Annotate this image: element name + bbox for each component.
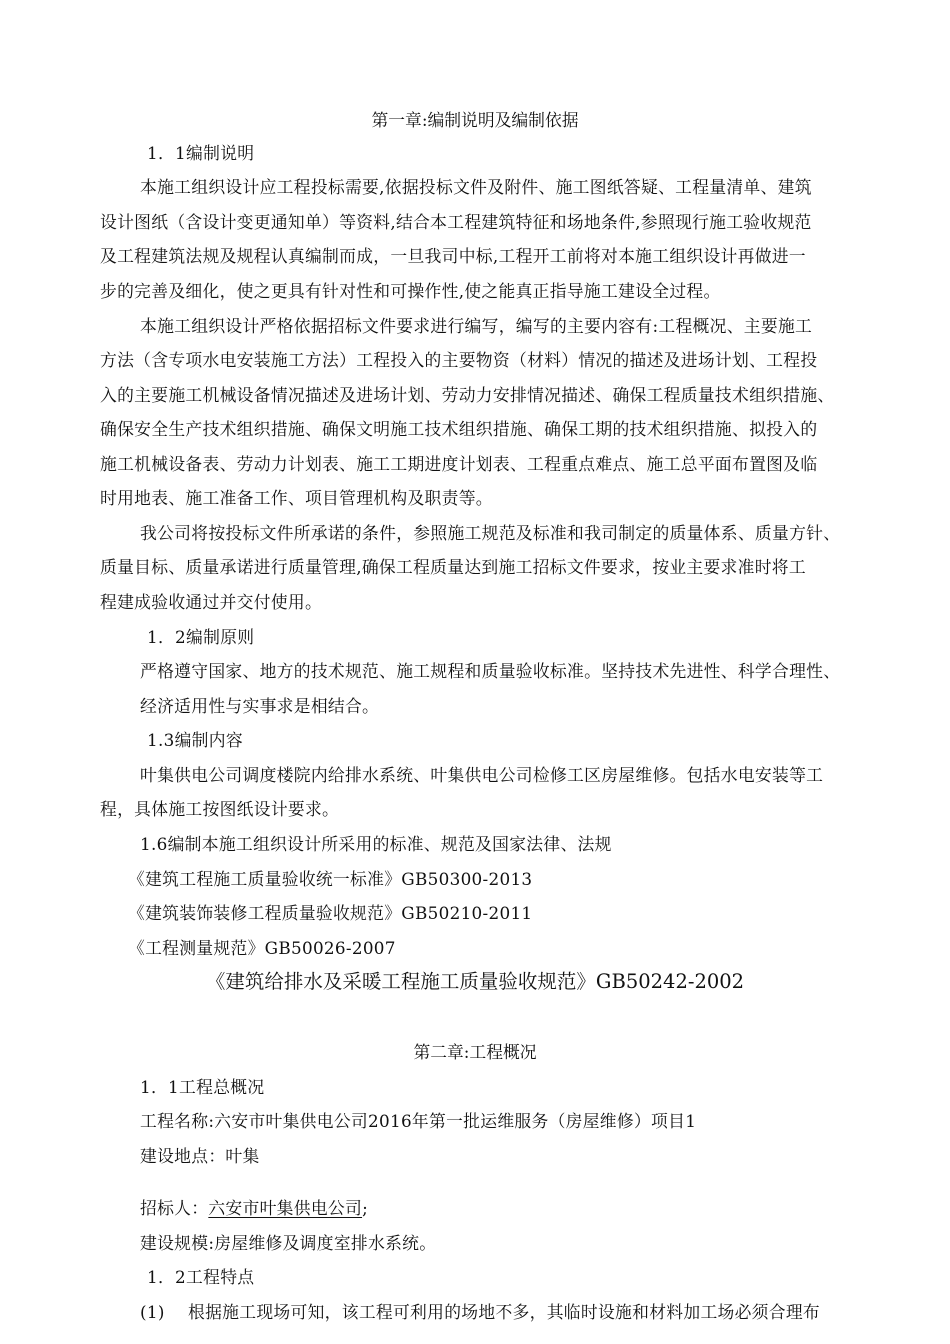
paragraph-line: 程，具体施工按图纸设计要求。 bbox=[100, 799, 340, 819]
section-2-1-heading: 1．1工程总概况 bbox=[140, 1077, 265, 1097]
section-1-6-heading: 1.6编制本施工组织设计所采用的标准、规范及国家法律、法规 bbox=[140, 834, 612, 854]
paragraph-line: 我公司将按投标文件所承诺的条件，参照施工规范及标准和我司制定的质量体系、质量方针、 bbox=[140, 523, 841, 543]
bidder-label: 招标人： bbox=[140, 1198, 209, 1218]
section-1-3-heading: 1.3编制内容 bbox=[147, 730, 243, 750]
standard-item: 《建筑装饰装修工程质量验收规范》GB50210-2011 bbox=[128, 903, 533, 923]
project-location: 建设地点：叶集 bbox=[140, 1146, 260, 1166]
bidder-name: 六安市叶集供电公司 bbox=[208, 1198, 363, 1218]
paragraph-line: 步的完善及细化，使之更具有针对性和可操作性,使之能真正指导施工建设全过程。 bbox=[100, 281, 721, 301]
section-2-2-heading: 1．2工程特点 bbox=[147, 1267, 255, 1287]
paragraph-line: 入的主要施工机械设备情况描述及进场计划、劳动力安排情况描述、确保工程质量技术组织措施、 bbox=[100, 385, 835, 405]
standard-item-large: 《建筑给排水及采暖工程施工质量验收规范》GB50242-2002 bbox=[205, 970, 745, 993]
paragraph-line: 质量目标、质量承诺进行质量管理,确保工程质量达到施工招标文件要求，按业主要求准时将工 bbox=[100, 557, 806, 577]
chapter2-title: 第二章:工程概况 bbox=[413, 1042, 537, 1062]
bidder-suffix: ; bbox=[362, 1198, 369, 1218]
paragraph-line: 严格遵守国家、地方的技术规范、施工规程和质量验收标准。坚持技术先进性、科学合理性、 bbox=[140, 661, 841, 681]
paragraph-line: 设计图纸（含设计变更通知单）等资料,结合本工程建筑特征和场地条件,参照现行施工验收规范 bbox=[100, 212, 812, 232]
paragraph-line: 本施工组织设计应工程投标需要,依据投标文件及附件、施工图纸答疑、工程量清单、建筑 bbox=[140, 177, 812, 197]
paragraph-line: 方法（含专项水电安装施工方法）工程投入的主要物资（材料）情况的描述及进场计划、工程投 bbox=[100, 350, 818, 370]
project-scale: 建设规模:房屋维修及调度室排水系统。 bbox=[140, 1233, 437, 1253]
paragraph-line: 及工程建筑法规及规程认真编制而成，一旦我司中标,工程开工前将对本施工组织设计再做进一 bbox=[100, 246, 806, 266]
paragraph-line: 确保安全生产技术组织措施、确保文明施工技术组织措施、确保工期的技术组织措施、拟投入的 bbox=[100, 419, 818, 439]
standard-item: 《建筑工程施工质量验收统一标准》GB50300-2013 bbox=[128, 869, 533, 889]
paragraph-line: 时用地表、施工准备工作、项目管理机构及职责等。 bbox=[100, 488, 493, 508]
bidder-line bbox=[140, 1198, 950, 1218]
standard-item: 《工程测量规范》GB50026-2007 bbox=[128, 938, 396, 958]
numbered-item-number: (1) bbox=[140, 1302, 165, 1322]
paragraph-line: 本施工组织设计严格依据招标文件要求进行编写，编写的主要内容有:工程概况、主要施工 bbox=[140, 316, 813, 336]
numbered-item-text: 根据施工现场可知，该工程可利用的场地不多，其临时设施和材料加工场必须合理布 bbox=[188, 1302, 821, 1322]
section-1-2-heading: 1．2编制原则 bbox=[147, 627, 255, 647]
project-name: 工程名称:六安市叶集供电公司2016年第一批运维服务（房屋维修）项目1 bbox=[140, 1111, 697, 1131]
paragraph-line: 程建成验收通过并交付使用。 bbox=[100, 592, 323, 612]
section-1-1-heading: 1．1编制说明 bbox=[147, 143, 255, 163]
paragraph-line: 叶集供电公司调度楼院内给排水系统、叶集供电公司检修工区房屋维修。包括水电安装等工 bbox=[140, 765, 824, 785]
paragraph-line: 施工机械设备表、劳动力计划表、施工工期进度计划表、工程重点难点、施工总平面布置图及临 bbox=[100, 454, 818, 474]
paragraph-line: 经济适用性与实事求是相结合。 bbox=[140, 696, 380, 716]
chapter1-title: 第一章:编制说明及编制依据 bbox=[371, 110, 579, 130]
